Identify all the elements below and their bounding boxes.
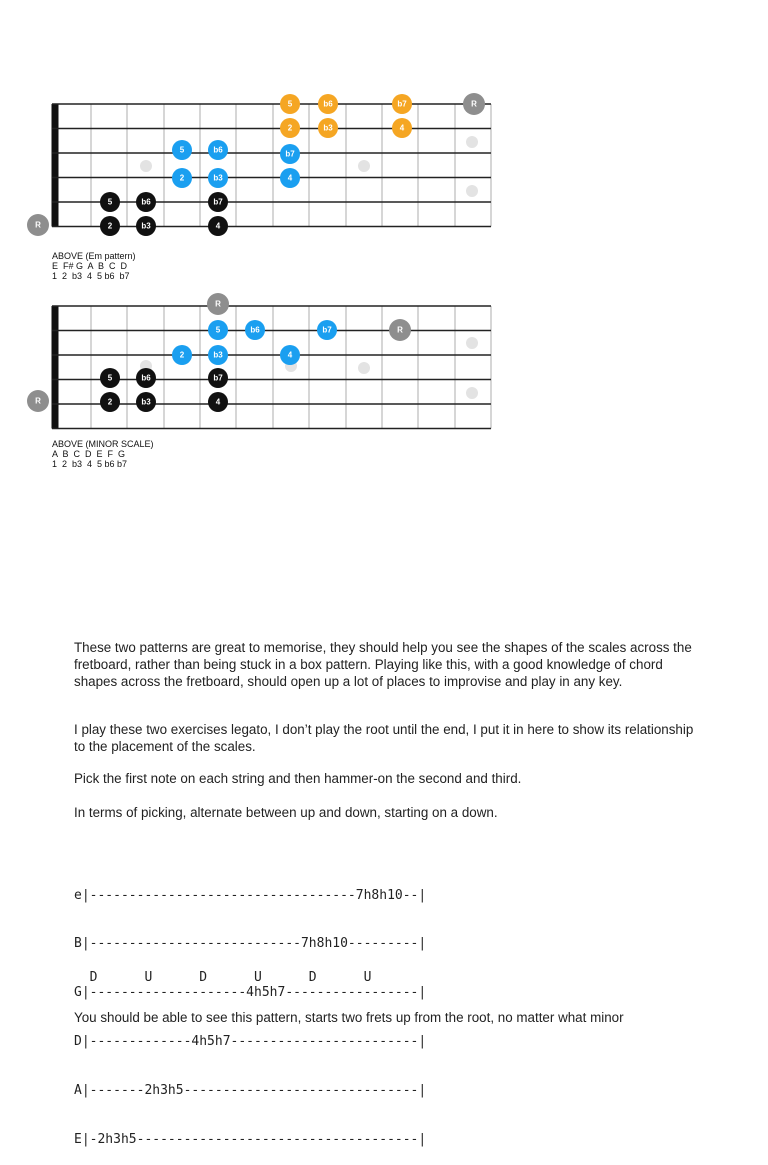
caption-notes: A B C D E F G (52, 449, 126, 459)
note-label: b3 (213, 173, 223, 183)
paragraph-picking: In terms of picking, alternate between up and down, starting on a down. (74, 805, 498, 820)
paragraph-hammer-on: Pick the first note on each string and then hammer-on the second and third. (74, 771, 522, 786)
note-label: b7 (397, 99, 407, 109)
tab-row-e: e|----------------------------------7h8h10--| (74, 887, 427, 903)
note-label: b7 (285, 149, 295, 159)
note-label: 4 (287, 350, 293, 360)
fret-marker (466, 185, 478, 197)
fretboard-svg (0, 88, 768, 238)
note-label: 2 (107, 221, 113, 231)
picking-pattern: D U D U D U (74, 970, 372, 985)
caption-title: ABOVE (MINOR SCALE) (52, 439, 154, 449)
fretboard-diagram-em-pattern (0, 88, 768, 238)
note-label: 5 (287, 99, 293, 109)
note-label: R (397, 325, 403, 335)
fret-marker (358, 362, 370, 374)
caption-title: ABOVE (Em pattern) (52, 251, 136, 261)
note-label: 2 (179, 350, 185, 360)
fret-marker (466, 387, 478, 399)
fret-marker (466, 136, 478, 148)
note-label: b6 (250, 325, 260, 335)
paragraph-pattern-note: You should be able to see this pattern, starts two frets up from the root, no matter what minor (74, 1010, 624, 1025)
note-label: b3 (213, 350, 223, 360)
paragraph-intro: These two patterns are great to memorise, they should help you see the shapes of the scales across the fretboard, rather than being stuck in a box pattern. Playing like this, with a good knowledge of chord shapes across the fretboard, should open up a lot of places to improvise and play in any key. (74, 640, 692, 689)
note-label: 4 (215, 397, 221, 407)
note-label: b7 (213, 197, 223, 207)
fret-marker (466, 337, 478, 349)
note-label: R (35, 220, 41, 230)
note-label: 5 (107, 373, 113, 383)
paragraph-legato: I play these two exercises legato, I don’t play the root until the end, I put it in here to show its relationship to the placement of the scales. (74, 722, 694, 754)
tab-row-g: G|--------------------4h5h7-----------------| (74, 985, 427, 1001)
tab-row-b: B|---------------------------7h8h10---------| (74, 936, 427, 952)
tab-row-low-e: E|-2h3h5------------------------------------| (74, 1132, 427, 1148)
caption-degrees: 1 2 b3 4 5 b6 b7 (52, 271, 130, 281)
note-label: R (471, 99, 477, 109)
note-label: b3 (141, 221, 151, 231)
fretboard-svg (0, 290, 768, 440)
note-label: b3 (141, 397, 151, 407)
fretboard-diagram-minor-scale (0, 290, 768, 440)
note-label: 4 (399, 123, 405, 133)
note-label: b7 (213, 373, 223, 383)
note-label: R (35, 396, 41, 406)
caption-notes: E F# G A B C D (52, 261, 128, 271)
caption-degrees: 1 2 b3 4 5 b6 b7 (52, 459, 128, 469)
note-label: 4 (215, 221, 221, 231)
note-label: b7 (322, 325, 332, 335)
caption-minor-scale (52, 439, 154, 469)
fret-marker (140, 160, 152, 172)
tab-row-d: D|-------------4h5h7------------------------| (74, 1034, 427, 1050)
note-label: b6 (213, 145, 223, 155)
note-label: 5 (107, 197, 113, 207)
note-label: b3 (323, 123, 333, 133)
note-label: R (215, 299, 221, 309)
note-label: 4 (287, 173, 293, 183)
note-label: 2 (179, 173, 185, 183)
note-label: 2 (287, 123, 293, 133)
note-label: b6 (141, 373, 151, 383)
note-label: b6 (141, 197, 151, 207)
note-label: 5 (179, 145, 185, 155)
note-label: b6 (323, 99, 333, 109)
caption-em-pattern (52, 251, 136, 281)
fret-marker (358, 160, 370, 172)
note-label: 5 (215, 325, 221, 335)
tab-row-a: A|-------2h3h5------------------------------| (74, 1083, 427, 1099)
note-label: 2 (107, 397, 113, 407)
